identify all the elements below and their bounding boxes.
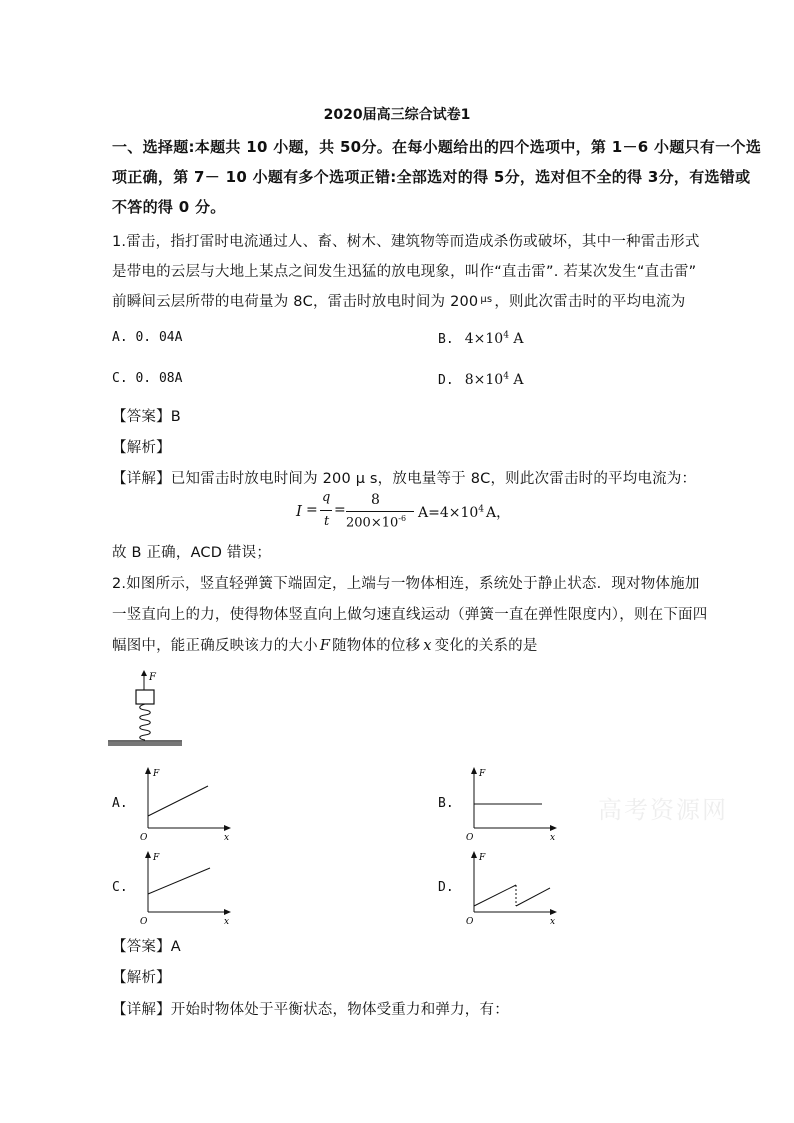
- graph-a-F: F: [153, 769, 160, 779]
- q2-answer: 【答案】A: [112, 939, 181, 955]
- svg-text:x: x: [550, 917, 556, 926]
- spring: [140, 704, 151, 740]
- graph-d-line-2: [516, 888, 550, 906]
- formula-q: q: [322, 490, 331, 505]
- q1-option-d: [438, 369, 524, 388]
- spring-diagram: [108, 668, 184, 754]
- formula-numerator: 8: [371, 492, 380, 508]
- formula-fraction-bar-2: [346, 511, 414, 512]
- svg-text:F: F: [479, 853, 486, 863]
- block: [136, 690, 154, 704]
- formula-equals: =: [306, 502, 318, 518]
- svg-text:O: O: [140, 917, 148, 926]
- formula-result: $A=4\times 10^4$ A，: [418, 504, 511, 521]
- graph-a-line: [148, 786, 208, 816]
- q1-option-b: [438, 328, 524, 347]
- q1-analysis-heading: 【解析】: [112, 440, 171, 456]
- q2-option-c: C.: [112, 880, 128, 895]
- q2-var-x: x: [423, 638, 432, 654]
- graph-a-O: O: [140, 833, 148, 842]
- svg-text:O: O: [466, 833, 474, 842]
- q1-stem-text-b: ，则此次雷击时的平均电流为: [494, 294, 686, 310]
- graph-a: [140, 764, 236, 842]
- q2-detail: 【详解】开始时物体处于平衡状态，物体受重力和弹力，有：: [112, 1002, 509, 1018]
- graph-d-line-1: [474, 885, 516, 906]
- q1-unit-microsecond: μs: [480, 294, 493, 305]
- svg-text:O: O: [466, 917, 474, 926]
- svg-text:x: x: [224, 917, 230, 926]
- formula-lhs: I: [296, 502, 302, 520]
- q1-option-c: C. 0. 08A: [112, 371, 183, 386]
- section-heading-line-1: 一、选择题:本题共 10 小题，共 50分。在每小题给出的四个选项中，第 1－6 小题只有一个选: [112, 138, 762, 156]
- q1-option-d-label: D.: [438, 373, 454, 388]
- q1-option-b-exponent: 4: [503, 330, 509, 341]
- q1-option-d-exponent: 4: [503, 371, 509, 382]
- q1-option-d-unit: A: [513, 372, 524, 388]
- section-heading-line-2: 项正确，第 7－ 10 小题有多个选项正错:全部选对的得 5分，选对但不全的得 3分，有选错或: [112, 168, 751, 186]
- q2-analysis-heading: 【解析】: [112, 970, 171, 986]
- q1-conclusion: 故 B 正确，ACD 错误；: [112, 545, 272, 561]
- q1-option-b-label: B.: [438, 332, 454, 347]
- q1-option-a: A. 0. 04A: [112, 330, 183, 345]
- formula-denominator: $200\times 10^{-6}$: [346, 514, 407, 531]
- q1-detail: 【详解】已知雷击时放电时间为 200 μ s，放电量等于 8C，则此次雷击时的平均电流为：: [112, 471, 697, 487]
- q2-stem-line-1: 2.如图所示，竖直轻弹簧下端固定，上端与一物体相连，系统处于静止状态．现对物体施加: [112, 576, 700, 592]
- watermark: 高考资源网: [598, 796, 728, 824]
- q2-var-F: F: [319, 638, 331, 654]
- force-arrow-head: [141, 670, 147, 676]
- q1-option-d-mantissa: 8×10: [464, 372, 504, 388]
- graph-a-x: x: [224, 833, 230, 842]
- page-title: 2020届高三综合试卷1: [323, 107, 471, 123]
- svg-text:F: F: [153, 853, 160, 863]
- section-heading-line-3: 不答的得 0 分。: [112, 198, 226, 216]
- q2-stem-line-2: 一竖直向上的力，使得物体竖直向上做匀速直线运动（弹簧一直在弹性限度内），则在下面四: [112, 607, 708, 623]
- q2-option-b: B.: [438, 796, 454, 811]
- graph-c-line: [148, 868, 210, 894]
- q1-stem-line-1: 1.雷击，指打雷时电流通过人、畜、树木、建筑物等而造成杀伤或破坏，其中一种雷击形式: [112, 234, 700, 250]
- formula-fraction-bar-1: [320, 510, 332, 511]
- graph-c: [140, 848, 236, 926]
- graph-b: [466, 764, 562, 842]
- q2-stem-line-3: 幅图中，能正确反映该力的大小 F 随物体的位移 x 变化的关系的是: [112, 638, 538, 654]
- graph-d: [466, 848, 562, 926]
- formula-t: t: [324, 514, 330, 529]
- q1-stem-line-2: 是带电的云层与大地上某点之间发生迅猛的放电现象，叫作“直击雷”. 若某次发生“直击雷”: [112, 264, 697, 280]
- q1-answer: 【答案】B: [112, 409, 181, 425]
- q1-stem-text-a: 前瞬间云层所带的电荷量为 8C，雷击时放电时间为 200: [112, 294, 479, 310]
- q2-option-a: A.: [112, 796, 128, 811]
- force-label: F: [149, 672, 156, 683]
- q2-option-d: D.: [438, 880, 454, 895]
- graph-a-y-arrow: [145, 767, 151, 774]
- q1-formula: [296, 490, 596, 534]
- ground-hatch: [108, 742, 182, 746]
- q1-option-b-unit: A: [513, 331, 524, 347]
- q1-option-b-mantissa: 4×10: [464, 331, 504, 347]
- svg-text:F: F: [479, 769, 486, 779]
- q1-stem-line-3: [112, 290, 685, 311]
- formula-equals-2: =: [334, 502, 346, 518]
- graph-a-x-arrow: [224, 825, 231, 831]
- svg-text:x: x: [550, 833, 556, 842]
